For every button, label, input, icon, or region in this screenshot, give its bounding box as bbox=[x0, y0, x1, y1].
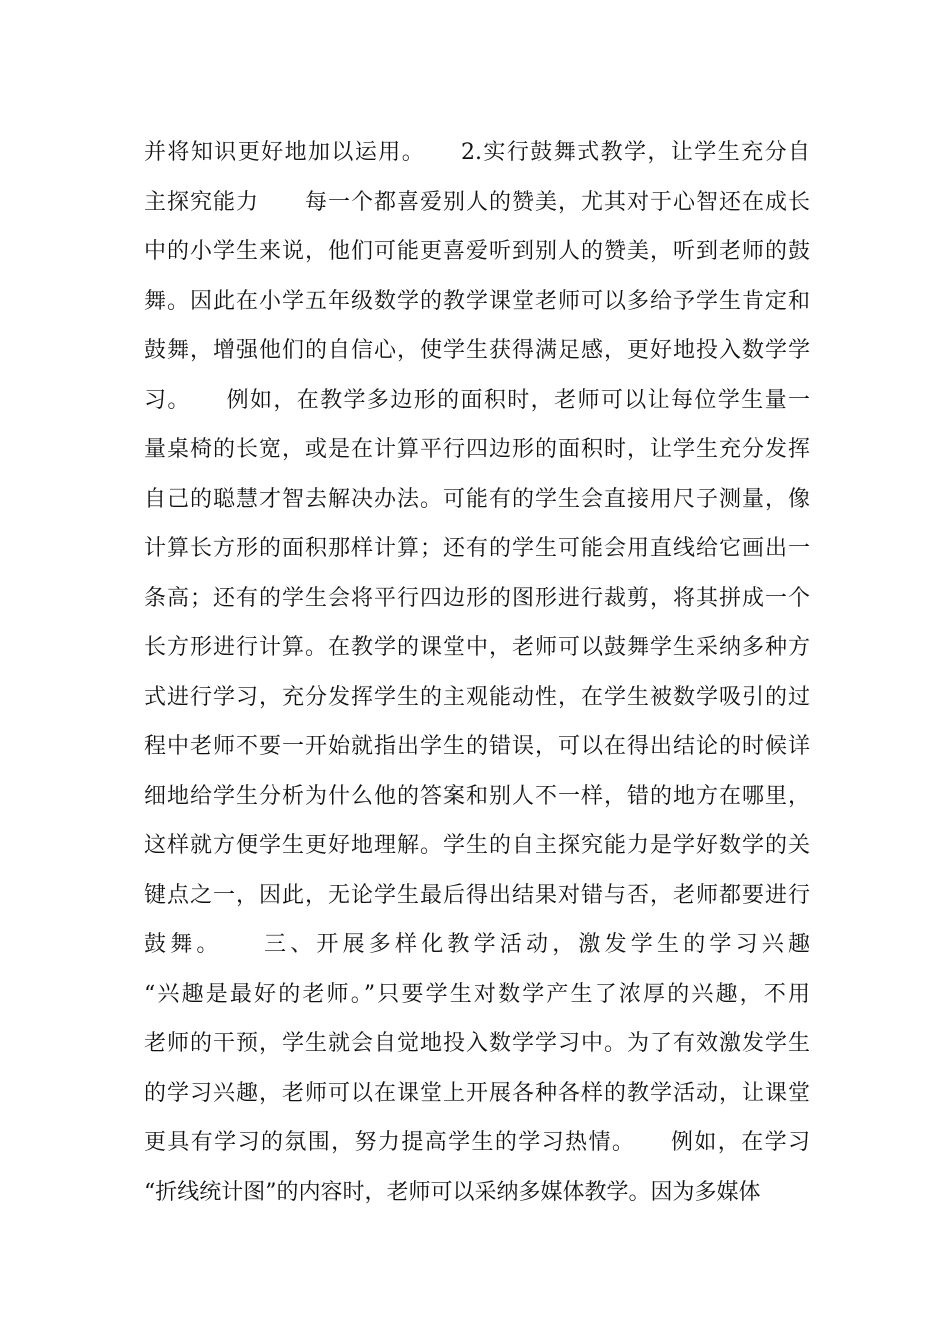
text-line: 鼓舞，增强他们的自信心，使学生获得满足感，更好地投入数学学 bbox=[144, 338, 810, 363]
text-line: 的学习兴趣，老师可以在课堂上开展各种各样的教学活动，让课堂 bbox=[144, 1080, 810, 1106]
text-line: 量桌椅的长宽，或是在计算平行四边形的面积时，让学生充分发挥 bbox=[144, 437, 810, 462]
text-line: 计算长方形的面积那样计算；还有的学生可能会用直线给它画出一 bbox=[144, 536, 810, 561]
text-line: 舞。因此在小学五年级数学的教学课堂老师可以多给予学生肯定和 bbox=[144, 288, 810, 314]
text-line: 鼓舞。 三、开展多样化教学活动，激发学生的学习兴趣 bbox=[144, 932, 810, 957]
text-line: 主探究能力 每一个都喜爱别人的赞美，尤其对于心智还在成长 bbox=[144, 189, 810, 215]
text-line: 键点之一，因此，无论学生最后得出结果对错与否，老师都要进行 bbox=[144, 882, 810, 908]
text-line: 习。 例如，在教学多边形的面积时，老师可以让每位学生量一 bbox=[144, 387, 810, 413]
text-line: 程中老师不要一开始就指出学生的错误，可以在得出结论的时候详 bbox=[144, 734, 810, 759]
body-text bbox=[144, 128, 810, 1217]
text-line: 式进行学习，充分发挥学生的主观能动性，在学生被数学吸引的过 bbox=[144, 684, 810, 710]
text-line: 自己的聪慧才智去解决办法。可能有的学生会直接用尺子测量，像 bbox=[144, 486, 810, 512]
text-line: 长方形进行计算。在教学的课堂中，老师可以鼓舞学生采纳多种方 bbox=[144, 635, 810, 660]
text-line: 条高；还有的学生会将平行四边形的图形进行裁剪，将其拼成一个 bbox=[144, 585, 810, 611]
text-line: 中的小学生来说，他们可能更喜爱听到别人的赞美，听到老师的鼓 bbox=[144, 239, 810, 264]
text-line: 这样就方便学生更好地理解。学生的自主探究能力是学好数学的关 bbox=[144, 833, 810, 858]
text-line: “兴趣是最好的老师。”只要学生对数学产生了浓厚的兴趣，不用 bbox=[144, 981, 810, 1007]
text-line: “折线统计图”的内容时，老师可以采纳多媒体教学。因为多媒体 bbox=[144, 1179, 761, 1205]
text-line: 并将知识更好地加以运用。 2.实行鼓舞式教学，让学生充分自 bbox=[144, 140, 810, 165]
text-line: 细地给学生分析为什么他的答案和别人不一样，错的地方在哪里， bbox=[144, 783, 810, 809]
text-line: 更具有学习的氛围，努力提高学生的学习热情。 例如，在学习 bbox=[144, 1130, 810, 1155]
text-line: 老师的干预，学生就会自觉地投入数学学习中。为了有效激发学生 bbox=[144, 1031, 810, 1056]
